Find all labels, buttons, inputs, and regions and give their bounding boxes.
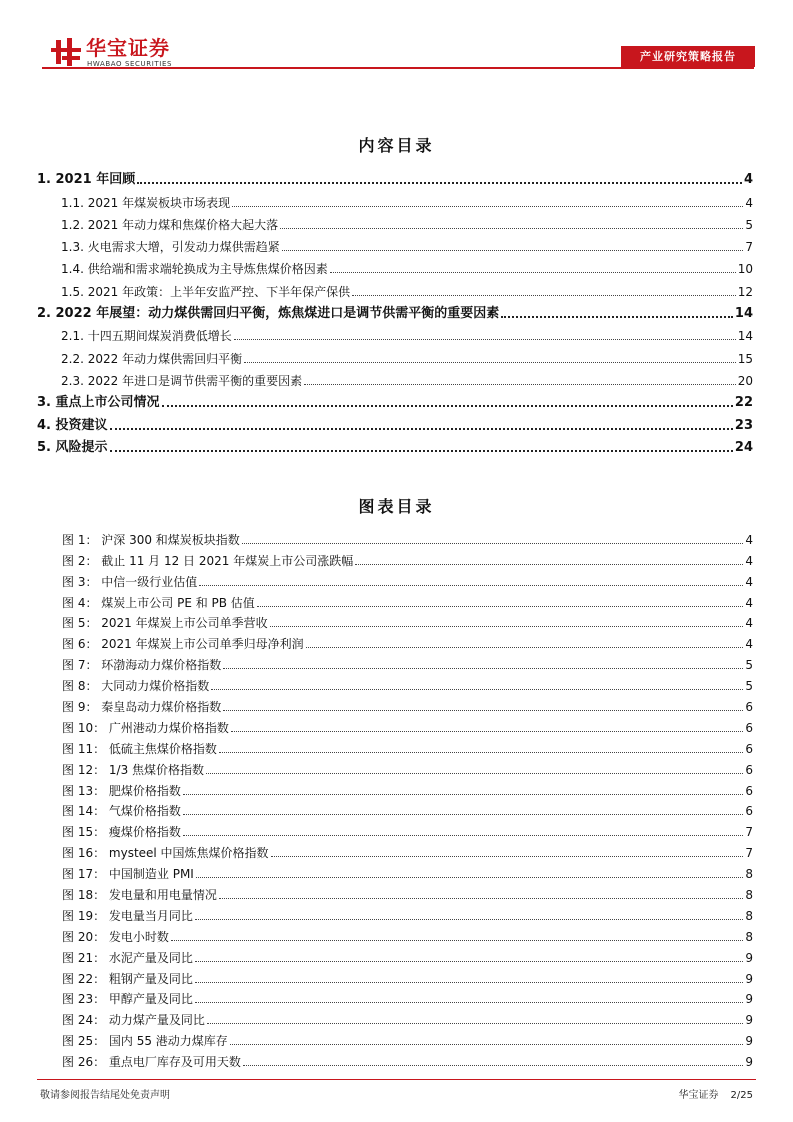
- toc-entry[interactable]: [37, 322, 753, 344]
- figure-entry-label: 图 9： 秦皇岛动力煤价格指数: [62, 700, 222, 715]
- figure-entry-label: 图 20： 发电小时数: [62, 929, 169, 944]
- figure-entry-label: 图 26： 重点电厂库存及可用天数: [62, 1055, 241, 1070]
- dot-leader: [234, 339, 736, 340]
- dot-leader: [232, 206, 743, 207]
- figure-entry-page: 9: [745, 971, 753, 986]
- dot-leader: [171, 940, 743, 941]
- dot-leader: [137, 182, 742, 184]
- report-type-badge: 产业研究策略报告: [621, 46, 755, 67]
- figure-entry[interactable]: [62, 799, 753, 820]
- figure-entry-page: 4: [745, 595, 753, 610]
- figure-entry-page: 4: [745, 553, 753, 568]
- dot-leader: [110, 450, 733, 452]
- figure-entry[interactable]: [62, 882, 753, 903]
- table-of-contents: [37, 166, 753, 456]
- figure-entry-page: 5: [745, 658, 753, 673]
- figure-entry[interactable]: [62, 1007, 753, 1028]
- figure-entry-label: 图 18： 发电量和用电量情况: [62, 888, 217, 903]
- toc-entry-label: 5. 风险提示: [37, 439, 108, 455]
- figure-entry-label: 图 12： 1/3 焦煤价格指数: [62, 762, 205, 777]
- figure-entry-label: 图 23： 甲醇产量及同比: [62, 992, 193, 1007]
- figure-entry-label: 图 17： 中国制造业 PMI: [62, 867, 194, 882]
- toc-entry-label: 1.2. 2021 年动力煤和焦煤价格大起大落: [61, 217, 279, 232]
- figure-entry-label: 图 22： 粗钢产量及同比: [62, 971, 193, 986]
- figure-entry[interactable]: [62, 819, 753, 840]
- toc-title: 内容目录: [358, 136, 435, 155]
- figure-entry-page: 9: [745, 950, 753, 965]
- figure-list: [62, 527, 753, 1070]
- figure-entry-page: 8: [745, 908, 753, 923]
- figure-entry-page: 4: [745, 616, 753, 631]
- toc-entry[interactable]: [37, 434, 753, 456]
- figure-entry-label: 图 24： 动力煤产量及同比: [62, 1013, 205, 1028]
- toc-entry[interactable]: [37, 300, 753, 322]
- dot-leader: [219, 898, 743, 899]
- dot-leader: [230, 1044, 744, 1045]
- toc-entry-page: 22: [734, 395, 753, 411]
- figure-entry[interactable]: [62, 778, 753, 799]
- dot-leader: [195, 961, 743, 962]
- figure-entry-page: 4: [745, 574, 753, 589]
- figure-entry-page: 8: [745, 929, 753, 944]
- dot-leader: [243, 1065, 743, 1066]
- figure-entry[interactable]: [62, 903, 753, 924]
- toc-entry-label: 1.4. 供给端和需求端轮换成为主导炼焦煤价格因素: [61, 262, 328, 277]
- figure-entry-label: 图 21： 水泥产量及同比: [62, 950, 193, 965]
- header-divider: [42, 67, 754, 69]
- toc-entry-label: 2.2. 2022 年动力煤供需回归平衡: [61, 351, 243, 366]
- figure-entry[interactable]: [62, 611, 753, 632]
- footer-divider: [37, 1079, 756, 1080]
- figure-entry-label: 图 1： 沪深 300 和煤炭板块指数: [62, 532, 240, 547]
- figure-entry[interactable]: [62, 652, 753, 673]
- figure-entry[interactable]: [62, 966, 753, 987]
- figure-entry-label: 图 3： 中信一级行业估值: [62, 574, 198, 589]
- logo-english-name: HWABAO SECURITIES: [87, 60, 173, 68]
- figure-entry-label: 图 5： 2021 年煤炭上市公司单季营收: [62, 616, 268, 631]
- toc-entry[interactable]: [37, 367, 753, 389]
- toc-entry-page: 24: [734, 439, 753, 455]
- dot-leader: [110, 428, 733, 430]
- footer-info: [667, 1086, 753, 1101]
- dot-leader: [270, 626, 744, 627]
- figure-entry-page: 4: [745, 637, 753, 652]
- figure-entry-page: 6: [745, 762, 753, 777]
- page-number: 2/25: [730, 1090, 753, 1101]
- dot-leader: [219, 752, 743, 753]
- figure-list-title: 图表目录: [358, 497, 435, 516]
- toc-entry-label: 1.1. 2021 年煤炭板块市场表现: [61, 195, 231, 210]
- figure-entry-label: 图 11： 低硫主焦煤价格指数: [62, 741, 217, 756]
- toc-entry-label: 3. 重点上市公司情况: [37, 395, 160, 411]
- figure-entry-page: 8: [745, 867, 753, 882]
- toc-entry-page: 7: [745, 240, 753, 255]
- toc-entry-label: 1.5. 2021 年政策：上半年安监严控、下半年保产保供: [61, 284, 351, 299]
- figure-entry[interactable]: [62, 1049, 753, 1070]
- figure-entry[interactable]: [62, 569, 753, 590]
- figure-entry-label: 图 6： 2021 年煤炭上市公司单季归母净利润: [62, 637, 304, 652]
- toc-entry-label: 2.1. 十四五期间煤炭消费低增长: [61, 329, 232, 344]
- logo-chinese-name: 华宝证券: [86, 36, 170, 60]
- toc-entry[interactable]: [37, 389, 753, 411]
- toc-entry[interactable]: [37, 211, 753, 233]
- dot-leader: [195, 1002, 743, 1003]
- dot-leader: [183, 835, 743, 836]
- figure-entry-page: 4: [745, 532, 753, 547]
- toc-entry-page: 14: [734, 306, 753, 322]
- toc-entry-page: 4: [743, 172, 753, 188]
- toc-entry-page: 15: [737, 351, 753, 366]
- figure-entry-page: 6: [745, 804, 753, 819]
- figure-entry-page: 9: [745, 1055, 753, 1070]
- dot-leader: [244, 362, 736, 363]
- dot-leader: [355, 564, 743, 565]
- toc-entry[interactable]: [37, 411, 753, 433]
- figure-entry-page: 8: [745, 888, 753, 903]
- toc-entry[interactable]: [37, 233, 753, 255]
- figure-entry-page: 6: [745, 783, 753, 798]
- dot-leader: [223, 710, 743, 711]
- toc-entry-page: 23: [734, 417, 753, 433]
- figure-entry-page: 6: [745, 720, 753, 735]
- figure-entry[interactable]: [62, 1028, 753, 1049]
- figure-entry-label: 图 15： 瘦煤价格指数: [62, 825, 181, 840]
- figure-entry-label: 图 7： 环渤海动力煤价格指数: [62, 658, 222, 673]
- footer-disclaimer: 敬请参阅报告结尾处免责声明: [40, 1090, 170, 1101]
- footer-company: 华宝证券: [678, 1090, 719, 1101]
- figure-entry[interactable]: [62, 694, 753, 715]
- toc-entry-label: 2.3. 2022 年进口是调节供需平衡的重要因素: [61, 373, 303, 388]
- toc-entry[interactable]: [37, 255, 753, 277]
- toc-entry[interactable]: [37, 344, 753, 366]
- dot-leader: [257, 606, 744, 607]
- dot-leader: [231, 731, 743, 732]
- dot-leader: [199, 585, 743, 586]
- dot-leader: [501, 316, 733, 318]
- figure-entry-page: 9: [745, 992, 753, 1007]
- toc-entry-page: 12: [737, 284, 753, 299]
- toc-entry-label: 2. 2022 年展望：动力煤供需回归平衡，炼焦煤进口是调节供需平衡的重要因素: [37, 306, 500, 322]
- toc-entry-page: 20: [737, 373, 753, 388]
- figure-entry-page: 7: [745, 846, 753, 861]
- figure-entry-label: 图 10： 广州港动力煤价格指数: [62, 720, 229, 735]
- figure-entry-label: 图 16： mysteel 中国炼焦煤价格指数: [62, 846, 269, 861]
- dot-leader: [280, 228, 743, 229]
- figure-entry-label: 图 13： 肥煤价格指数: [62, 783, 181, 798]
- figure-entry[interactable]: [62, 757, 753, 778]
- dot-leader: [206, 773, 743, 774]
- figure-entry[interactable]: [62, 631, 753, 652]
- toc-entry-label: 4. 投资建议: [37, 417, 108, 433]
- figure-entry[interactable]: [62, 590, 753, 611]
- toc-entry[interactable]: [37, 277, 753, 299]
- figure-entry[interactable]: [62, 861, 753, 882]
- dot-leader: [223, 668, 743, 669]
- figure-entry-page: 9: [745, 1034, 753, 1049]
- dot-leader: [352, 295, 736, 296]
- figure-entry-label: 图 8： 大同动力煤价格指数: [62, 679, 210, 694]
- figure-entry-label: 图 2： 截止 11 月 12 日 2021 年煤炭上市公司涨跌幅: [62, 553, 354, 568]
- figure-entry-label: 图 4： 煤炭上市公司 PE 和 PB 估值: [62, 595, 255, 610]
- figure-entry[interactable]: [62, 548, 753, 569]
- dot-leader: [304, 384, 736, 385]
- dot-leader: [195, 982, 743, 983]
- dot-leader: [211, 689, 743, 690]
- toc-entry[interactable]: [37, 166, 753, 188]
- dot-leader: [207, 1023, 743, 1024]
- dot-leader: [162, 405, 733, 407]
- figure-entry[interactable]: [62, 840, 753, 861]
- dot-leader: [183, 814, 743, 815]
- figure-entry[interactable]: [62, 945, 753, 966]
- dot-leader: [183, 794, 743, 795]
- toc-entry-label: 1. 2021 年回顾: [37, 172, 136, 188]
- hwabao-logo-icon: [50, 36, 82, 68]
- dot-leader: [196, 877, 744, 878]
- figure-entry[interactable]: [62, 924, 753, 945]
- toc-entry-page: 5: [745, 217, 753, 232]
- dot-leader: [242, 543, 744, 544]
- figure-entry-page: 6: [745, 741, 753, 756]
- toc-entry-page: 14: [737, 329, 753, 344]
- figure-entry[interactable]: [62, 736, 753, 757]
- dot-leader: [282, 250, 744, 251]
- figure-entry-page: 5: [745, 679, 753, 694]
- figure-entry-label: 图 19： 发电量当月同比: [62, 908, 193, 923]
- toc-entry-page: 10: [737, 262, 753, 277]
- toc-entry-label: 1.3. 火电需求大增，引发动力煤供需趋紧: [61, 240, 280, 255]
- figure-entry[interactable]: [62, 715, 753, 736]
- dot-leader: [330, 272, 736, 273]
- dot-leader: [271, 856, 744, 857]
- figure-entry-page: 6: [745, 700, 753, 715]
- toc-entry[interactable]: [37, 188, 753, 210]
- figure-entry-label: 图 14： 气煤价格指数: [62, 804, 181, 819]
- figure-entry-page: 9: [745, 1013, 753, 1028]
- figure-entry-label: 图 25： 国内 55 港动力煤库存: [62, 1034, 228, 1049]
- dot-leader: [306, 647, 744, 648]
- figure-entry-page: 7: [745, 825, 753, 840]
- figure-entry[interactable]: [62, 673, 753, 694]
- figure-entry[interactable]: [62, 527, 753, 548]
- dot-leader: [195, 919, 743, 920]
- toc-entry-page: 4: [745, 195, 753, 210]
- figure-entry[interactable]: [62, 987, 753, 1008]
